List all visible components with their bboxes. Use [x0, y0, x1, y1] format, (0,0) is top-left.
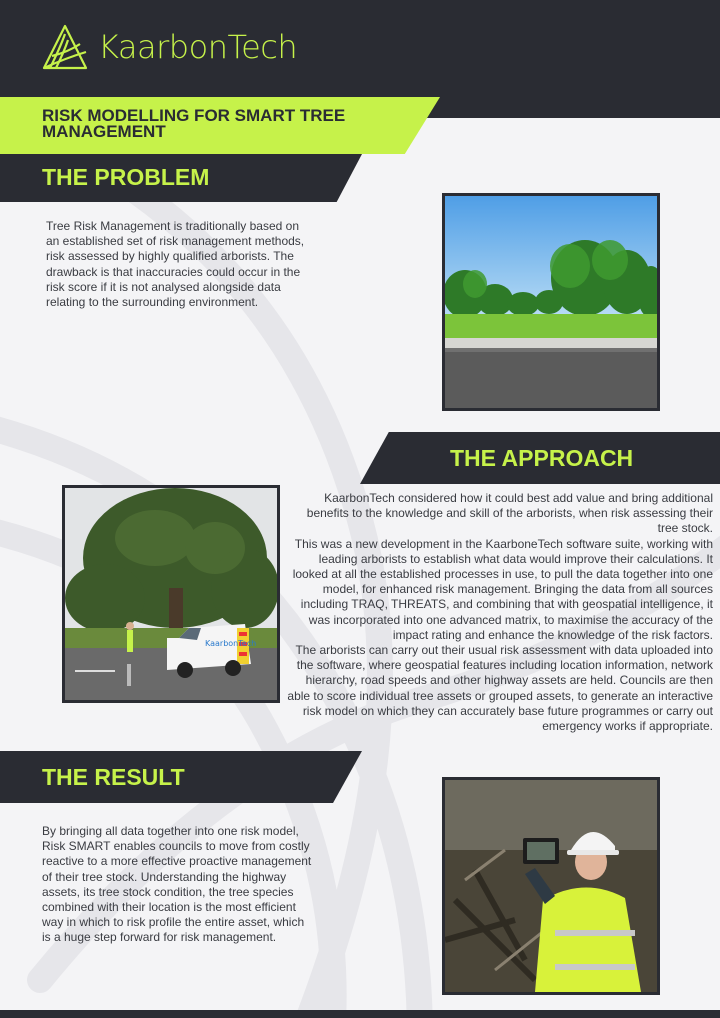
problem-heading: THE PROBLEM [42, 164, 210, 190]
problem-text: Tree Risk Management is traditionally based on an established set of risk management methods, risk assessed by highly qualified arborists. The drawback is that inaccuracies could occur in the risk score if it is not analysed alongside data relating to the surrounding environment. [46, 219, 305, 310]
approach-paragraph: The arborists can carry out their usual risk assessment with data uploaded into the software, where geospatial features including location information, network hierarchy, road speeds and other highway assets are held. Councils are then able to score individual tree assets or grouped assets, to generate an interactive risk model on which they can accurately base future programmes or carry out emergency works if appropriate. [287, 643, 713, 734]
brand-logo [40, 22, 297, 72]
van-logo-text: KaarbonTech [205, 639, 257, 648]
tree-and-van-photo [62, 485, 280, 703]
kaarbontech-logo-icon [40, 22, 90, 72]
page-title: RISK MODELLING FOR SMART TREE MANAGEMENT [42, 106, 346, 141]
approach-text [283, 491, 713, 734]
approach-paragraph: This was a new development in the KaarboneTech software suite, working with leading arborists to establish what data would improve their calculations. It looked at all the established processes in use, to pull the data together into one model, for enhanced risk management. Bringing the data from all sources including TRAQ, THREATS, and combining that with geospatial intelligence, it was incorporated into one advanced matrix, to maximise the accuracy of the impact rating and enhance the knowledge of the risk factors. [292, 536, 713, 642]
result-heading: THE RESULT [42, 764, 185, 790]
trees-roadside-photo [442, 193, 660, 411]
approach-heading: THE APPROACH [450, 445, 634, 471]
footer-band [0, 1010, 720, 1018]
worker-with-tablet-photo [442, 777, 660, 995]
approach-paragraph: KaarbonTech considered how it could best add value and bring additional benefits to the knowledge and skill of the arborists, when risk assessing their tree stock. [306, 491, 713, 536]
brand-name: KaarbonTech [98, 28, 298, 66]
result-text: By bringing all data together into one risk model, Risk SMART enables councils to move from costly reactive to a more effective proactive management of their tree stock. Understanding the highway assets, its tree stock condition, the tree species combined with their location is the most efficient way in which to risk profile the entire asset, which is a huge step forward for risk management. [42, 824, 312, 945]
